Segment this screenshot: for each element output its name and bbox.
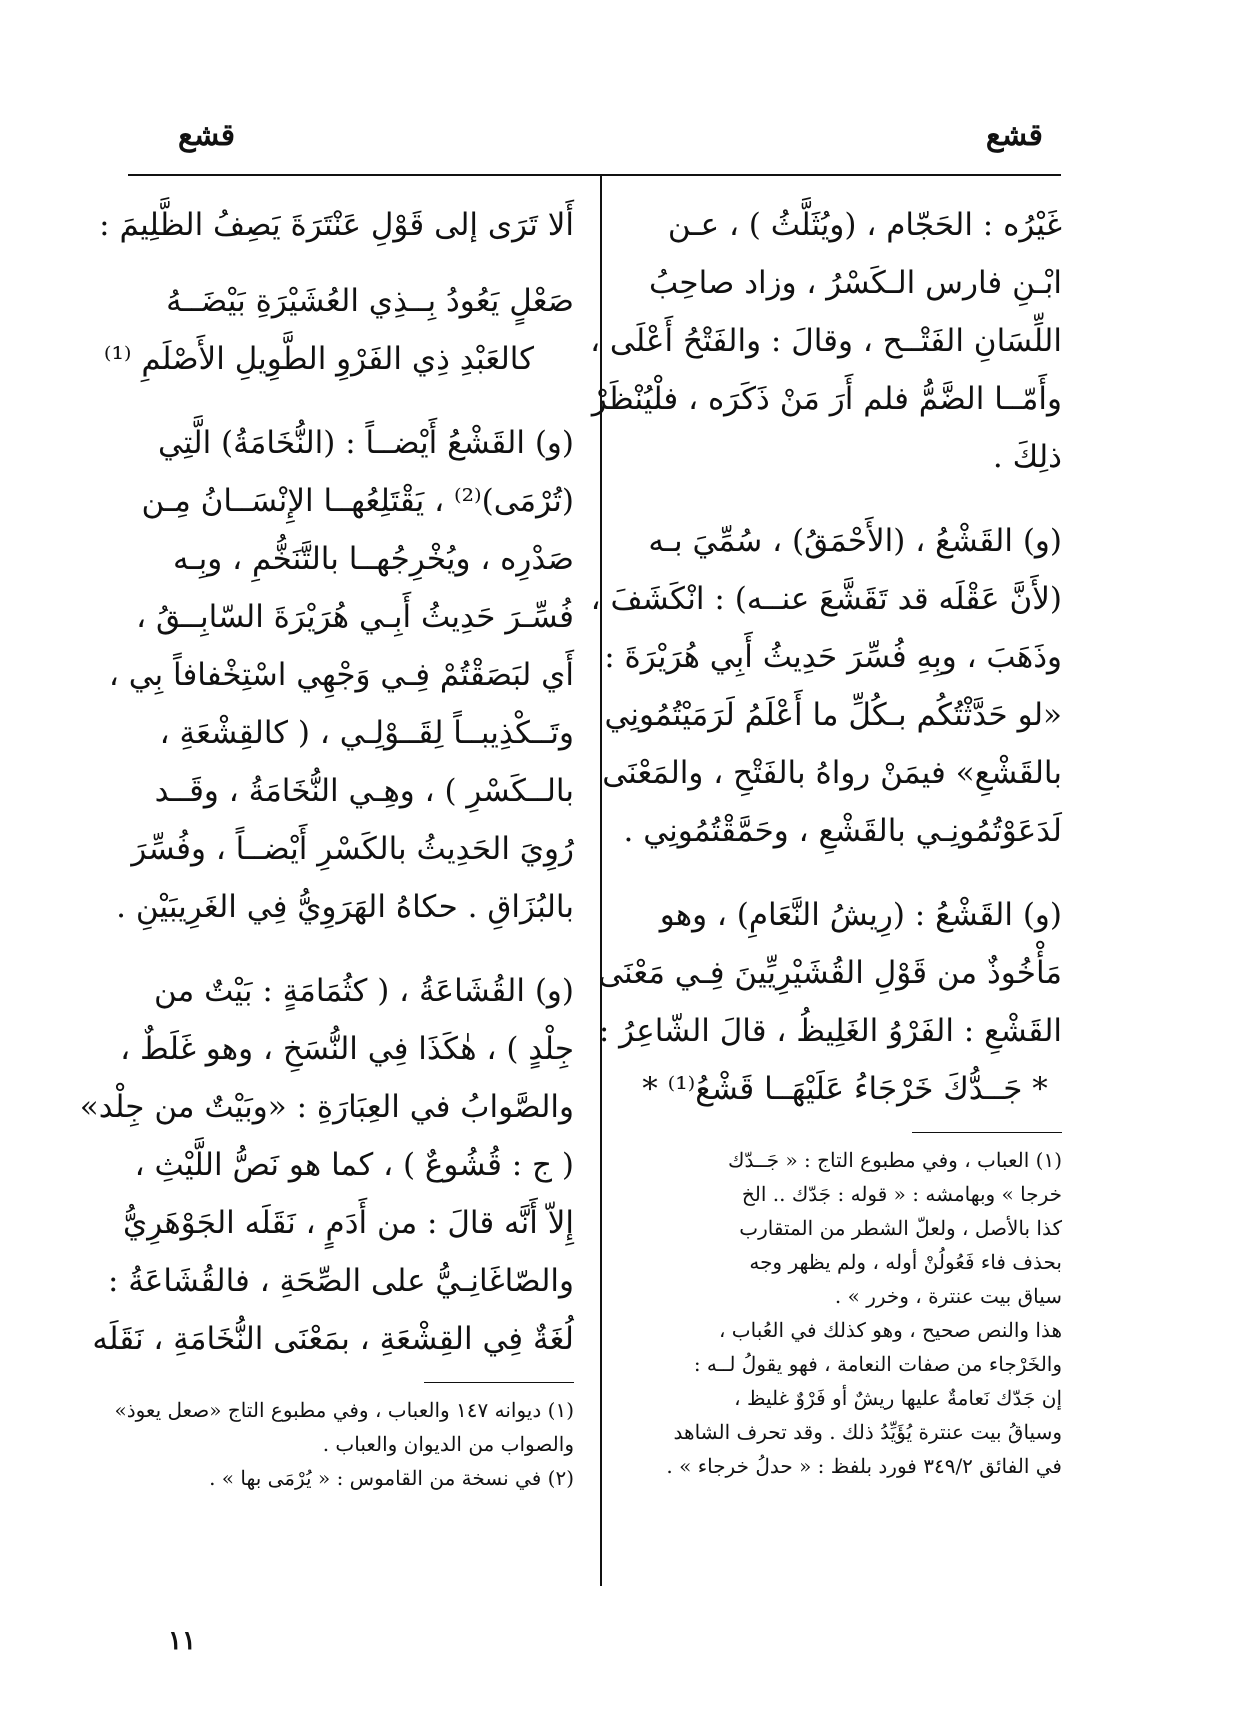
text-line: وأَمّــا الضَّمُّ فلم أَرَ مَنْ ذَكَرَه ، فلْيُنْظَرْ [591, 381, 1062, 417]
text-line: وتَــكْذِيبــاً لِقَــوْلِـي ، ( كالقِشْعَةِ ، [159, 715, 574, 751]
footnote-line: كذا بالأصل ، ولعلّ الشطر من المتقارب [739, 1216, 1062, 1240]
text-line: «لو حَدَّثْتُكُم بـكُلِّ ما أَعْلَمُ لَرَمَيْتُمُونِي [604, 697, 1062, 733]
text-line: (و) القَشْعُ ، (الأَحْمَقُ) ، سُمِّيَ بـه [648, 523, 1062, 559]
header-word-left: قشع [178, 118, 236, 153]
text-line: إِلاّ أَنَّه قالَ : من أَدَمٍ ، نَقَلَه الجَوْهَرِيُّ [122, 1205, 574, 1241]
text-line: ابْـنِ فارس الـكَسْرُ ، وزاد صاحِبُ [648, 265, 1062, 301]
footnote-line: (٢) في نسخة من القاموس : « يُرْمَى بها » . [209, 1466, 574, 1490]
footnote-line: (١) العباب ، وفي مطبوع التاج : « جَــدّك [728, 1148, 1062, 1172]
text-line: القَشْعِ : الفَرْوُ الغَلِيظُ ، قالَ الشّاعِرُ : [598, 1013, 1062, 1049]
text-line: والصَّوابُ في العِبَارَةِ : «وبَيْتٌ من جِلْد» [79, 1089, 574, 1125]
note-line: إن جَدّك نَعامةٌ عليها ريشٌ أو فَرْوٌ غليظ ، [734, 1386, 1062, 1410]
footnote-line: خرجا » وبهامشه : « قوله : جَدّك .. الخ [741, 1182, 1062, 1206]
text-line: (و) القُشَاعَةُ ، ( كثُمَامَةٍ : بَيْتٌ من [154, 973, 574, 1009]
header-word-right: قشع [985, 118, 1043, 153]
verse-line: كالعَبْدِ ذِي الفَرْوِ الطَّوِيلِ الأَصْلَمِ ⁽¹⁾ [103, 341, 534, 377]
text-line: صَدْرِه ، ويُخْرِجُهــا بالتَّنَخُّمِ ، وبِـه [172, 541, 574, 577]
text-line: (لأَنَّ عَقْلَه قد تَقَشَّعَ عنــه) : انْكَشَفَ ، [590, 581, 1062, 617]
text-line: بالقَشْعِ» فيمَنْ رواهُ بالفَتْحِ ، والمَعْنَى [602, 755, 1062, 791]
text-line: جِلْدٍ ) ، هٰكَذَا فِي النُّسَخِ ، وهو غَلَطٌ ، [120, 1031, 574, 1067]
text-line: رُوِيَ الحَدِيثُ بالكَسْرِ أَيْضــاً ، وفُسِّرَ [131, 831, 574, 867]
right-footnotes [628, 1143, 1062, 1313]
text-line: لُغَةٌ فِي القِشْعَةِ ، بمَعْنَى النُّخَامَةِ ، نَقَلَه [92, 1321, 574, 1357]
footnote-line: بحذف فاء فَعُولُنْ أوله ، ولم يظهر وجه [749, 1250, 1062, 1274]
text-line: والصّاغَانِـيُّ على الصِّحَةِ ، فالقُشَاعَةُ : [107, 1263, 574, 1299]
left-para-3 [79, 962, 574, 1368]
text-line: مَأْخُوذٌ من قَوْلِ القُشَيْرِيِّينَ فِـي مَعْنَى [598, 955, 1062, 991]
verse-line: صَعْلٍ يَعُودُ بِــذِي العُشَيْرَةِ بَيْضَــهُ [166, 283, 574, 319]
text-line: أَلا تَرَى إلى قَوْلِ عَنْتَرَةَ يَصِفُ الظَّلِيمَ : [99, 207, 574, 243]
left-footnotes [114, 1393, 574, 1495]
footnote-rule [912, 1132, 1062, 1133]
text-line: (و) القَشْعُ : (رِيشُ النَّعَامِ) ، وهو [659, 897, 1062, 933]
text-line: ذلِكَ . [992, 439, 1062, 475]
header-rule [128, 174, 1061, 176]
right-editor-note [628, 1313, 1062, 1483]
note-line: وسياقُ بيت عنترة يُؤَيِّدُ ذلك . وقد تحرف الشاهد [673, 1420, 1062, 1444]
footnote-line: والصواب من الديوان والعباب . [322, 1432, 574, 1456]
text-line: اللِّسَانِ الفَتْــح ، وقالَ : والفَتْحُ أَعْلَى ، [590, 323, 1062, 359]
note-line: في الفائق ٣٤٩/٢ فورد بلفظ : « حدلُ خرجاء » . [666, 1454, 1062, 1478]
right-column [590, 196, 1062, 1483]
footnote-rule [424, 1382, 574, 1383]
left-column [79, 196, 574, 1495]
footnote-line: (١) ديوانه ١٤٧ والعباب ، وفي مطبوع التاج «صعل يعوذ» [114, 1398, 574, 1422]
text-line: (و) القَشْعُ أَيْضــاً : (النُّخَامَةُ) الَّتِي [157, 425, 574, 461]
verse-line: * جَــدُّكَ خَرْجَاءُ عَلَيْهَــا قَشْعُ⁽¹⁾ * [642, 1071, 1048, 1107]
text-line: أَي لبَصَقْتُمْ فِـي وَجْهِي اسْتِخْفافاً بِي ، [108, 657, 574, 693]
footnote-line: سياق بيت عنترة ، وخرر » . [834, 1284, 1062, 1308]
text-line: (تُرْمَى)⁽²⁾ ، يَقْتَلِعُهــا الإِنْسَــانُ مِـن [141, 483, 574, 519]
text-line: وذَهَبَ ، وبِهِ فُسِّرَ حَدِيثُ أَبِي هُرَيْرَةَ : [604, 639, 1062, 675]
left-para-2 [108, 414, 574, 936]
text-line: فُسِّـرَ حَدِيثُ أَبِـي هُرَيْرَةَ السّابِــقُ ، [136, 599, 574, 635]
right-para-2 [590, 512, 1062, 860]
note-line: هذا والنص صحيح ، وهو كذلك في العُباب ، [718, 1318, 1062, 1342]
text-line: غَيْرُه : الحَجّام ، (ويُثَلَّثُ ) ، عـن [667, 207, 1062, 243]
right-para-3 [598, 886, 1062, 1118]
page-number: ١١ [168, 1626, 196, 1656]
text-line: ( ج : قُشُوعٌ ) ، كما هو نَصُّ اللَّيْثِ ، [134, 1147, 574, 1183]
verse-block [103, 272, 574, 388]
text-line: بالــكَسْرِ ) ، وهِـي النُّخَامَةُ ، وقَــد [154, 773, 574, 809]
text-line: لَدَعَوْتُمُونِـي بالقَشْعِ ، وحَمَّقْتُمُونِي . [623, 813, 1062, 849]
text-line: بالبُزَاقِ . حكاهُ الهَرَوِيُّ فِي الغَرِيبَيْنِ . [116, 889, 574, 925]
right-para-1 [590, 196, 1062, 486]
note-line: والخَرْجاء من صفات النعامة ، فهو يقولُ لــه : [693, 1352, 1062, 1376]
